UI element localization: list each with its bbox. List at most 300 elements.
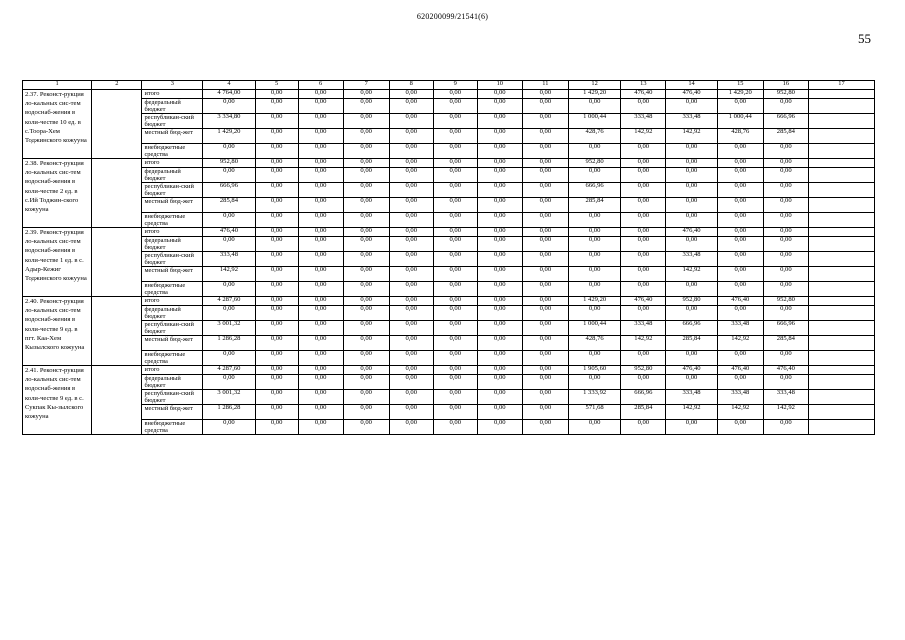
table-header-row <box>23 81 875 90</box>
value-cell: 0,00 <box>717 198 763 213</box>
value-cell: 0,00 <box>477 375 522 390</box>
funding-source: итого <box>142 297 203 306</box>
column-header: 5 <box>255 81 298 90</box>
value-cell: 0,00 <box>298 321 343 336</box>
empty-cell <box>808 366 874 375</box>
value-cell: 0,00 <box>389 159 433 168</box>
value-cell: 285,84 <box>568 198 620 213</box>
value-cell: 0,00 <box>255 228 298 237</box>
value-cell: 0,00 <box>203 420 255 435</box>
value-cell: 0,00 <box>433 99 477 114</box>
value-cell: 1 333,92 <box>568 390 620 405</box>
value-cell: 476,40 <box>666 366 717 375</box>
value-cell: 0,00 <box>343 237 389 252</box>
value-cell: 0,00 <box>433 129 477 144</box>
value-cell: 0,00 <box>522 198 568 213</box>
value-cell: 0,00 <box>389 99 433 114</box>
value-cell: 0,00 <box>433 228 477 237</box>
value-cell: 0,00 <box>522 168 568 183</box>
value-cell: 0,00 <box>477 336 522 351</box>
value-cell: 0,00 <box>433 375 477 390</box>
empty-cell <box>808 237 874 252</box>
value-cell: 0,00 <box>522 351 568 366</box>
empty-cell <box>808 282 874 297</box>
column-header: 12 <box>568 81 620 90</box>
value-cell: 0,00 <box>389 375 433 390</box>
value-cell: 666,96 <box>568 183 620 198</box>
value-cell: 0,00 <box>298 144 343 159</box>
value-cell: 0,00 <box>433 390 477 405</box>
value-cell: 0,00 <box>343 366 389 375</box>
column-header: 9 <box>433 81 477 90</box>
value-cell: 0,00 <box>717 159 763 168</box>
value-cell: 0,00 <box>477 159 522 168</box>
value-cell: 0,00 <box>717 420 763 435</box>
column-header: 13 <box>621 81 666 90</box>
empty-cell <box>808 405 874 420</box>
value-cell: 0,00 <box>298 252 343 267</box>
value-cell: 0,00 <box>389 198 433 213</box>
value-cell: 0,00 <box>433 282 477 297</box>
empty-cell <box>808 390 874 405</box>
value-cell: 0,00 <box>522 90 568 99</box>
value-cell: 0,00 <box>298 297 343 306</box>
value-cell: 0,00 <box>763 144 808 159</box>
value-cell: 476,40 <box>717 297 763 306</box>
value-cell: 0,00 <box>568 375 620 390</box>
value-cell: 0,00 <box>433 405 477 420</box>
value-cell: 0,00 <box>568 168 620 183</box>
value-cell: 0,00 <box>343 351 389 366</box>
value-cell: 0,00 <box>255 297 298 306</box>
value-cell: 0,00 <box>717 306 763 321</box>
funding-source: итого <box>142 159 203 168</box>
value-cell: 0,00 <box>255 336 298 351</box>
table-row <box>23 405 875 420</box>
value-cell: 0,00 <box>343 168 389 183</box>
value-cell: 0,00 <box>203 375 255 390</box>
value-cell: 0,00 <box>522 390 568 405</box>
value-cell: 0,00 <box>522 420 568 435</box>
value-cell: 0,00 <box>477 306 522 321</box>
value-cell: 0,00 <box>343 420 389 435</box>
table-row <box>23 267 875 282</box>
executor-cell <box>92 297 142 366</box>
value-cell: 952,80 <box>763 297 808 306</box>
value-cell: 0,00 <box>666 282 717 297</box>
value-cell: 0,00 <box>522 405 568 420</box>
value-cell: 0,00 <box>298 282 343 297</box>
table-row <box>23 90 875 99</box>
value-cell: 0,00 <box>298 114 343 129</box>
value-cell: 666,96 <box>203 183 255 198</box>
value-cell: 428,76 <box>568 336 620 351</box>
value-cell: 0,00 <box>433 351 477 366</box>
value-cell: 0,00 <box>433 297 477 306</box>
value-cell: 0,00 <box>433 321 477 336</box>
funding-source: местный бюд-жет <box>142 267 203 282</box>
value-cell: 0,00 <box>621 351 666 366</box>
funding-source: местный бюд-жет <box>142 405 203 420</box>
value-cell: 0,00 <box>343 306 389 321</box>
value-cell: 0,00 <box>255 168 298 183</box>
value-cell: 0,00 <box>477 228 522 237</box>
value-cell: 0,00 <box>666 351 717 366</box>
value-cell: 0,00 <box>298 99 343 114</box>
value-cell: 0,00 <box>568 228 620 237</box>
value-cell: 0,00 <box>389 267 433 282</box>
value-cell: 285,84 <box>666 336 717 351</box>
empty-cell <box>808 114 874 129</box>
value-cell: 0,00 <box>666 213 717 228</box>
value-cell: 0,00 <box>255 90 298 99</box>
value-cell: 0,00 <box>255 420 298 435</box>
column-header: 16 <box>763 81 808 90</box>
value-cell: 0,00 <box>255 144 298 159</box>
value-cell: 0,00 <box>522 306 568 321</box>
value-cell: 476,40 <box>621 297 666 306</box>
value-cell: 285,84 <box>763 336 808 351</box>
value-cell: 476,40 <box>717 366 763 375</box>
value-cell: 333,48 <box>621 114 666 129</box>
value-cell: 1 429,20 <box>568 297 620 306</box>
measure-name: 2.37. Реконст-рукция ло-кальных сис-тем водоснаб-жения в коли-честве 10 ед. в с.Тоора-Хем Тоджинского кожууна <box>23 90 92 159</box>
empty-cell <box>808 198 874 213</box>
funding-source: внебюджетные средства <box>142 213 203 228</box>
value-cell: 0,00 <box>433 144 477 159</box>
value-cell: 0,00 <box>621 375 666 390</box>
funding-source: федеральный бюджет <box>142 99 203 114</box>
funding-source: республикан-ский бюджет <box>142 114 203 129</box>
value-cell: 0,00 <box>522 375 568 390</box>
value-cell: 0,00 <box>203 237 255 252</box>
document-code: 620200099/21541(6) <box>416 12 489 21</box>
funding-source: внебюджетные средства <box>142 351 203 366</box>
column-header: 3 <box>142 81 203 90</box>
value-cell: 0,00 <box>666 237 717 252</box>
funding-source: итого <box>142 90 203 99</box>
value-cell: 666,96 <box>763 114 808 129</box>
value-cell: 0,00 <box>389 321 433 336</box>
measure-name: 2.40. Реконст-рукция ло-кальных сис-тем водоснаб-жения в коли-честве 9 ед. в пгт. Каа-Хем Кызылского кожууна <box>23 297 92 366</box>
value-cell: 952,80 <box>666 297 717 306</box>
value-cell: 0,00 <box>666 420 717 435</box>
value-cell: 0,00 <box>568 267 620 282</box>
value-cell: 0,00 <box>298 375 343 390</box>
value-cell: 0,00 <box>255 99 298 114</box>
value-cell: 0,00 <box>389 282 433 297</box>
value-cell: 1 286,28 <box>203 405 255 420</box>
value-cell: 0,00 <box>763 168 808 183</box>
value-cell: 0,00 <box>522 252 568 267</box>
value-cell: 0,00 <box>717 99 763 114</box>
value-cell: 0,00 <box>522 336 568 351</box>
value-cell: 0,00 <box>477 99 522 114</box>
value-cell: 0,00 <box>298 390 343 405</box>
value-cell: 0,00 <box>717 228 763 237</box>
value-cell: 0,00 <box>568 237 620 252</box>
value-cell: 0,00 <box>203 351 255 366</box>
value-cell: 0,00 <box>477 252 522 267</box>
table-row <box>23 366 875 375</box>
value-cell: 333,48 <box>666 114 717 129</box>
value-cell: 0,00 <box>298 198 343 213</box>
value-cell: 0,00 <box>763 183 808 198</box>
table-row <box>23 390 875 405</box>
value-cell: 0,00 <box>763 159 808 168</box>
value-cell: 333,48 <box>621 321 666 336</box>
value-cell: 0,00 <box>522 228 568 237</box>
value-cell: 0,00 <box>433 366 477 375</box>
value-cell: 285,84 <box>203 198 255 213</box>
value-cell: 1 000,44 <box>568 321 620 336</box>
empty-cell <box>808 336 874 351</box>
measure-name: 2.39. Реконст-рукция ло-кальных сис-тем водоснаб-жения в коли-честве 1 ед. в с. Адыр-Кежиг Тоджинского кожууна <box>23 228 92 297</box>
value-cell: 3 001,32 <box>203 390 255 405</box>
value-cell: 0,00 <box>433 183 477 198</box>
table-row <box>23 351 875 366</box>
value-cell: 0,00 <box>298 420 343 435</box>
table-row <box>23 183 875 198</box>
value-cell: 0,00 <box>568 351 620 366</box>
funding-source: федеральный бюджет <box>142 237 203 252</box>
value-cell: 0,00 <box>255 306 298 321</box>
value-cell: 142,92 <box>621 129 666 144</box>
column-header: 6 <box>298 81 343 90</box>
value-cell: 0,00 <box>717 183 763 198</box>
value-cell: 0,00 <box>522 282 568 297</box>
table-row <box>23 420 875 435</box>
value-cell: 142,92 <box>203 267 255 282</box>
value-cell: 0,00 <box>298 366 343 375</box>
value-cell: 142,92 <box>666 267 717 282</box>
value-cell: 0,00 <box>389 390 433 405</box>
value-cell: 0,00 <box>433 159 477 168</box>
value-cell: 0,00 <box>389 366 433 375</box>
value-cell: 0,00 <box>298 213 343 228</box>
value-cell: 0,00 <box>298 228 343 237</box>
empty-cell <box>808 420 874 435</box>
value-cell: 0,00 <box>621 420 666 435</box>
value-cell: 0,00 <box>522 321 568 336</box>
value-cell: 0,00 <box>477 237 522 252</box>
value-cell: 0,00 <box>389 297 433 306</box>
value-cell: 0,00 <box>477 144 522 159</box>
funding-source: местный бюд-жет <box>142 129 203 144</box>
value-cell: 0,00 <box>343 282 389 297</box>
value-cell: 0,00 <box>763 420 808 435</box>
table-row <box>23 375 875 390</box>
value-cell: 0,00 <box>763 228 808 237</box>
table-row <box>23 306 875 321</box>
value-cell: 1 000,44 <box>717 114 763 129</box>
value-cell: 0,00 <box>433 252 477 267</box>
empty-cell <box>808 306 874 321</box>
value-cell: 0,00 <box>522 183 568 198</box>
table-row <box>23 144 875 159</box>
table-row <box>23 252 875 267</box>
value-cell: 0,00 <box>522 144 568 159</box>
value-cell: 0,00 <box>343 336 389 351</box>
value-cell: 0,00 <box>621 306 666 321</box>
empty-cell <box>808 228 874 237</box>
table-row <box>23 213 875 228</box>
value-cell: 0,00 <box>621 282 666 297</box>
funding-source: федеральный бюджет <box>142 375 203 390</box>
table-row <box>23 297 875 306</box>
value-cell: 0,00 <box>717 282 763 297</box>
value-cell: 0,00 <box>717 144 763 159</box>
value-cell: 3 334,80 <box>203 114 255 129</box>
table-row <box>23 228 875 237</box>
value-cell: 0,00 <box>343 267 389 282</box>
value-cell: 0,00 <box>343 297 389 306</box>
value-cell: 952,80 <box>203 159 255 168</box>
table-row <box>23 336 875 351</box>
value-cell: 0,00 <box>477 297 522 306</box>
value-cell: 1 429,20 <box>203 129 255 144</box>
value-cell: 0,00 <box>568 99 620 114</box>
value-cell: 0,00 <box>522 129 568 144</box>
value-cell: 0,00 <box>255 351 298 366</box>
value-cell: 0,00 <box>433 90 477 99</box>
value-cell: 0,00 <box>763 213 808 228</box>
value-cell: 142,92 <box>666 129 717 144</box>
value-cell: 0,00 <box>343 252 389 267</box>
value-cell: 0,00 <box>477 183 522 198</box>
empty-cell <box>808 183 874 198</box>
value-cell: 285,84 <box>763 129 808 144</box>
column-header: 10 <box>477 81 522 90</box>
value-cell: 0,00 <box>522 366 568 375</box>
value-cell: 0,00 <box>666 168 717 183</box>
value-cell: 952,80 <box>568 159 620 168</box>
value-cell: 0,00 <box>568 282 620 297</box>
executor-cell <box>92 228 142 297</box>
value-cell: 0,00 <box>389 306 433 321</box>
value-cell: 571,68 <box>568 405 620 420</box>
executor-cell <box>92 366 142 435</box>
value-cell: 0,00 <box>343 183 389 198</box>
value-cell: 0,00 <box>389 405 433 420</box>
value-cell: 0,00 <box>717 252 763 267</box>
value-cell: 333,48 <box>717 390 763 405</box>
empty-cell <box>808 159 874 168</box>
value-cell: 952,80 <box>621 366 666 375</box>
value-cell: 0,00 <box>255 366 298 375</box>
value-cell: 142,92 <box>717 336 763 351</box>
value-cell: 428,76 <box>717 129 763 144</box>
value-cell: 0,00 <box>568 213 620 228</box>
funding-source: внебюджетные средства <box>142 420 203 435</box>
value-cell: 0,00 <box>389 252 433 267</box>
value-cell: 0,00 <box>522 237 568 252</box>
value-cell: 0,00 <box>477 168 522 183</box>
value-cell: 0,00 <box>343 114 389 129</box>
value-cell: 0,00 <box>343 405 389 420</box>
value-cell: 0,00 <box>255 213 298 228</box>
value-cell: 0,00 <box>666 144 717 159</box>
value-cell: 1 429,20 <box>717 90 763 99</box>
value-cell: 952,80 <box>763 90 808 99</box>
column-header: 14 <box>666 81 717 90</box>
value-cell: 0,00 <box>763 252 808 267</box>
value-cell: 0,00 <box>477 351 522 366</box>
column-header: 8 <box>389 81 433 90</box>
value-cell: 0,00 <box>298 306 343 321</box>
value-cell: 0,00 <box>763 306 808 321</box>
value-cell: 428,76 <box>568 129 620 144</box>
value-cell: 0,00 <box>522 267 568 282</box>
value-cell: 0,00 <box>666 183 717 198</box>
funding-source: республикан-ский бюджет <box>142 252 203 267</box>
value-cell: 0,00 <box>343 375 389 390</box>
value-cell: 0,00 <box>389 168 433 183</box>
value-cell: 0,00 <box>477 213 522 228</box>
value-cell: 0,00 <box>343 321 389 336</box>
value-cell: 476,40 <box>763 366 808 375</box>
value-cell: 0,00 <box>298 237 343 252</box>
value-cell: 0,00 <box>477 198 522 213</box>
table-row <box>23 99 875 114</box>
value-cell: 1 286,28 <box>203 336 255 351</box>
executor-cell <box>92 90 142 159</box>
value-cell: 0,00 <box>203 282 255 297</box>
value-cell: 0,00 <box>389 144 433 159</box>
value-cell: 0,00 <box>763 99 808 114</box>
value-cell: 4 287,60 <box>203 366 255 375</box>
funding-source: внебюджетные средства <box>142 282 203 297</box>
funding-source: республикан-ский бюджет <box>142 390 203 405</box>
funding-source: республикан-ский бюджет <box>142 321 203 336</box>
value-cell: 0,00 <box>255 159 298 168</box>
table-row <box>23 321 875 336</box>
value-cell: 0,00 <box>203 213 255 228</box>
value-cell: 0,00 <box>666 198 717 213</box>
value-cell: 0,00 <box>298 351 343 366</box>
value-cell: 0,00 <box>343 99 389 114</box>
value-cell: 0,00 <box>522 99 568 114</box>
value-cell: 0,00 <box>255 405 298 420</box>
funding-source: местный бюд-жет <box>142 198 203 213</box>
value-cell: 0,00 <box>389 336 433 351</box>
value-cell: 0,00 <box>255 390 298 405</box>
value-cell: 0,00 <box>343 159 389 168</box>
empty-cell <box>808 129 874 144</box>
value-cell: 0,00 <box>763 237 808 252</box>
measure-name: 2.41. Реконст-рукция ло-кальных сис-тем водоснаб-жения в коли-честве 9 ед. в с. Сукпак Кы-зылского кожууна <box>23 366 92 435</box>
column-header: 4 <box>203 81 255 90</box>
value-cell: 0,00 <box>389 420 433 435</box>
empty-cell <box>808 99 874 114</box>
value-cell: 0,00 <box>203 99 255 114</box>
value-cell: 0,00 <box>621 144 666 159</box>
empty-cell <box>808 252 874 267</box>
funding-source: федеральный бюджет <box>142 168 203 183</box>
value-cell: 333,48 <box>763 390 808 405</box>
value-cell: 0,00 <box>477 282 522 297</box>
value-cell: 0,00 <box>621 99 666 114</box>
value-cell: 0,00 <box>203 306 255 321</box>
value-cell: 0,00 <box>389 129 433 144</box>
value-cell: 0,00 <box>621 228 666 237</box>
executor-cell <box>92 159 142 228</box>
value-cell: 0,00 <box>255 114 298 129</box>
value-cell: 476,40 <box>666 228 717 237</box>
value-cell: 0,00 <box>666 159 717 168</box>
value-cell: 4 764,00 <box>203 90 255 99</box>
table-row <box>23 129 875 144</box>
